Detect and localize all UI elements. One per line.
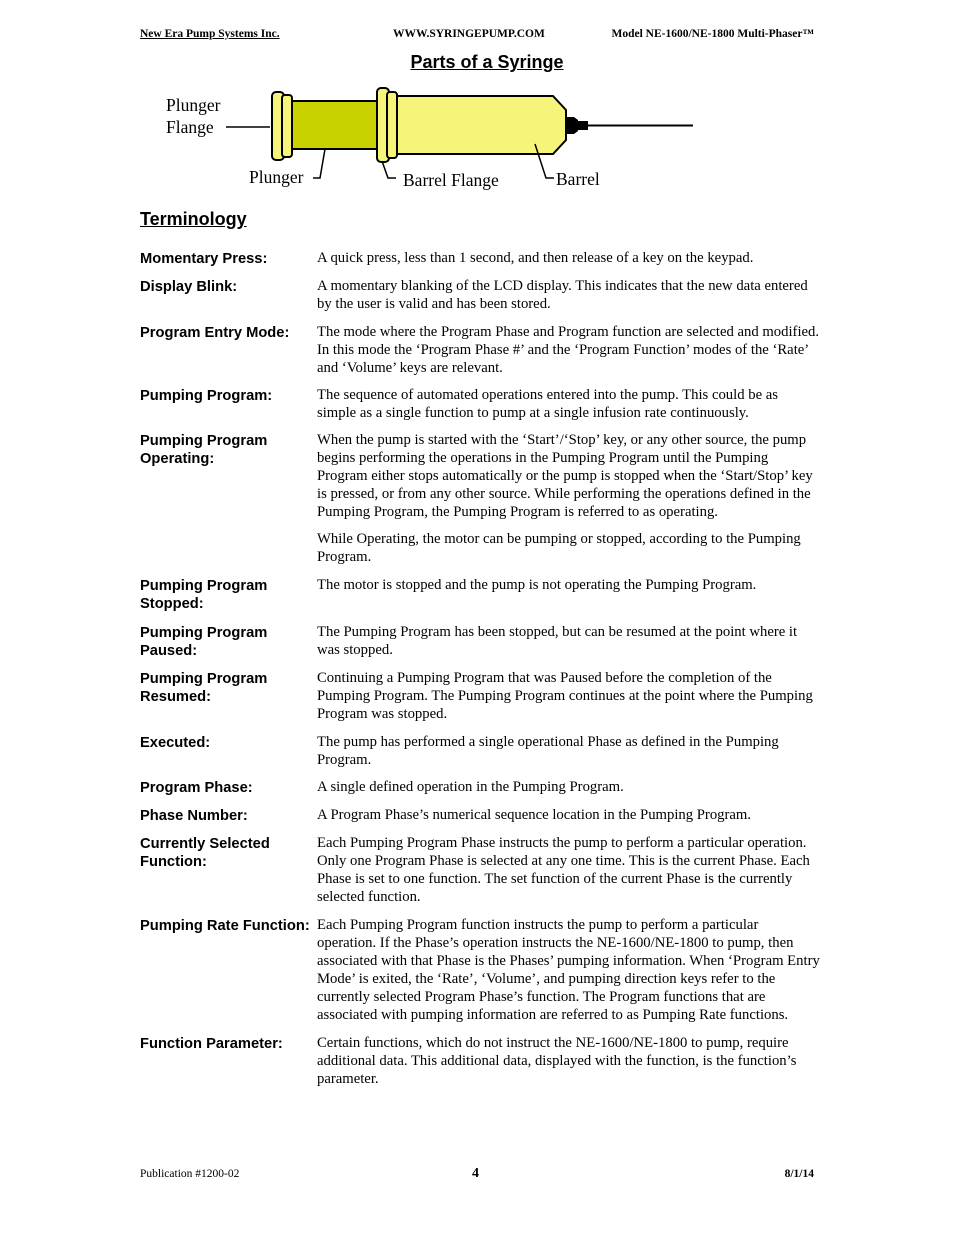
- footer-date: 8/1/14: [784, 1168, 814, 1180]
- term-definition: [317, 1034, 820, 1088]
- term-row: [140, 323, 820, 377]
- footer-publication: Publication #1200-02: [140, 1168, 240, 1180]
- footer-page-number: 4: [472, 1166, 479, 1181]
- definition-paragraph: A single defined operation in the Pumping Program.: [317, 779, 624, 795]
- barrel-flange-inner: [387, 92, 397, 158]
- term-label: Pumping Program:: [140, 388, 273, 404]
- definition-paragraph: The motor is stopped and the pump is not operating the Pumping Program.: [317, 577, 757, 593]
- label-plunger: Plunger: [249, 167, 304, 187]
- term-row: [140, 431, 820, 566]
- term-definition: [317, 916, 820, 1024]
- term-definition: [317, 834, 820, 906]
- term-row: [140, 834, 820, 906]
- term-label: Pumping Program Operating:: [140, 433, 268, 467]
- definition-paragraph: Continuing a Pumping Program that was Paused before the completion of the Pumping Program. The Pumping Program continues at the point where the Pumping Program was stopped.: [317, 670, 813, 722]
- term-label: Pumping Program Resumed:: [140, 671, 268, 705]
- plunger-rod: [290, 101, 390, 149]
- term-row: [140, 249, 820, 268]
- header-website: WWW.SYRINGEPUMP.COM: [393, 28, 545, 40]
- term-row: [140, 733, 820, 769]
- syringe-tip: [566, 117, 578, 134]
- term-definition: [317, 778, 820, 797]
- label-barrel: Barrel: [556, 169, 600, 189]
- term-label: Executed:: [140, 735, 211, 751]
- term-label: Pumping Program Stopped:: [140, 578, 268, 612]
- definition-paragraph: When the pump is started with the ‘Start’/‘Stop’ key, or any other source, the pump begins performing the operations in the Pumping Program until the Pumping Program either stops automatically or the pump is stopped when the ‘Start/Stop’ key is pressed, or from any other source. While performing the operations defined in the Pumping Program, the Pumping Program is referred to as operating.: [317, 432, 813, 520]
- definition-paragraph: The pump has performed a single operational Phase as defined in the Pumping Program.: [317, 734, 779, 768]
- barrel-flange-pointer: [382, 161, 396, 178]
- definition-paragraph: A momentary blanking of the LCD display. This indicates that the new data entered by the user is valid and has been stored.: [317, 278, 808, 312]
- term-definition: [317, 806, 820, 825]
- term-definition: [317, 323, 820, 377]
- term-definition: [317, 431, 820, 566]
- term-definition: [317, 623, 820, 660]
- term-definition: [317, 249, 820, 268]
- definition-paragraph: Each Pumping Program function instructs the pump to perform a particular operation. If the Phase’s operation instructs the NE-1600/NE-1800 to pump, then associated with that Phase is the Phases’ pumping information. When ‘Program Entry Mode’ is exited, the ‘Rate’, ‘Volume’, and pumping direction keys refer to the currently selected Program Phase’s function. The Program functions that are associated with pumping information are referred to as Pumping Rate functions.: [317, 917, 820, 1023]
- label-barrel-flange: Barrel Flange: [403, 170, 499, 190]
- term-row: [140, 778, 820, 797]
- term-row: [140, 1034, 820, 1088]
- definition-paragraph: Each Pumping Program Phase instructs the pump to perform a particular operation. Only one Program Phase is selected at any one time. This is the current Phase. Each Phase is set to one function. The set function of the current Phase is the currently selected function.: [317, 835, 810, 905]
- header-model: Model NE-1600/NE-1800 Multi-Phaser™: [611, 28, 814, 40]
- plunger-pointer: [313, 149, 325, 178]
- label-plunger-flange-line1: Plunger: [166, 95, 221, 115]
- term-definition: [317, 733, 820, 769]
- diagram-title: Parts of a Syringe: [410, 52, 564, 72]
- term-label: Display Blink:: [140, 279, 238, 295]
- term-row: [140, 576, 820, 613]
- term-label: Program Phase:: [140, 780, 253, 796]
- term-label: Pumping Rate Function:: [140, 918, 310, 934]
- term-label: Currently Selected Function:: [140, 836, 270, 870]
- definition-paragraph: The mode where the Program Phase and Program function are selected and modified. In this mode the ‘Program Phase #’ and the ‘Program Function’ modes of the ‘Rate’ and ‘Volume’ keys are relevant.: [317, 324, 820, 376]
- term-label: Pumping Program Paused:: [140, 625, 268, 659]
- terminology-heading: Terminology: [140, 209, 247, 229]
- plunger-flange-inner: [282, 95, 292, 157]
- term-definition: [317, 576, 820, 613]
- term-definition: [317, 669, 820, 723]
- term-label: Phase Number:: [140, 808, 248, 824]
- term-definition: [317, 386, 820, 422]
- barrel-body: [394, 96, 566, 154]
- term-label: Program Entry Mode:: [140, 325, 290, 341]
- term-row: [140, 669, 820, 723]
- term-label: Momentary Press:: [140, 251, 268, 267]
- definition-paragraph: A Program Phase’s numerical sequence location in the Pumping Program.: [317, 807, 752, 823]
- definition-paragraph: The Pumping Program has been stopped, but can be resumed at the point where it was stopped.: [317, 624, 798, 658]
- definition-paragraph: The sequence of automated operations entered into the pump. This could be as simple as a single function to pump at a single infusion rate continuously.: [317, 387, 779, 421]
- term-row: [140, 916, 820, 1024]
- term-row: [140, 806, 820, 825]
- definition-paragraph: A quick press, less than 1 second, and then release of a key on the keypad.: [317, 250, 754, 266]
- needle-hub: [578, 121, 588, 130]
- term-definition: [317, 277, 820, 313]
- label-plunger-flange-line2: Flange: [166, 117, 214, 137]
- term-row: [140, 386, 820, 422]
- term-row: [140, 623, 820, 660]
- definition-paragraph: While Operating, the motor can be pumping or stopped, according to the Pumping Program.: [317, 531, 801, 565]
- term-label: Function Parameter:: [140, 1036, 283, 1052]
- definition-paragraph: Certain functions, which do not instruct the NE-1600/NE-1800 to pump, require additional data. This additional data, displayed with the function, is the function’s parameter.: [317, 1035, 797, 1087]
- header-company: New Era Pump Systems Inc.: [140, 28, 280, 40]
- terminology-list: [140, 240, 820, 1088]
- term-row: [140, 277, 820, 313]
